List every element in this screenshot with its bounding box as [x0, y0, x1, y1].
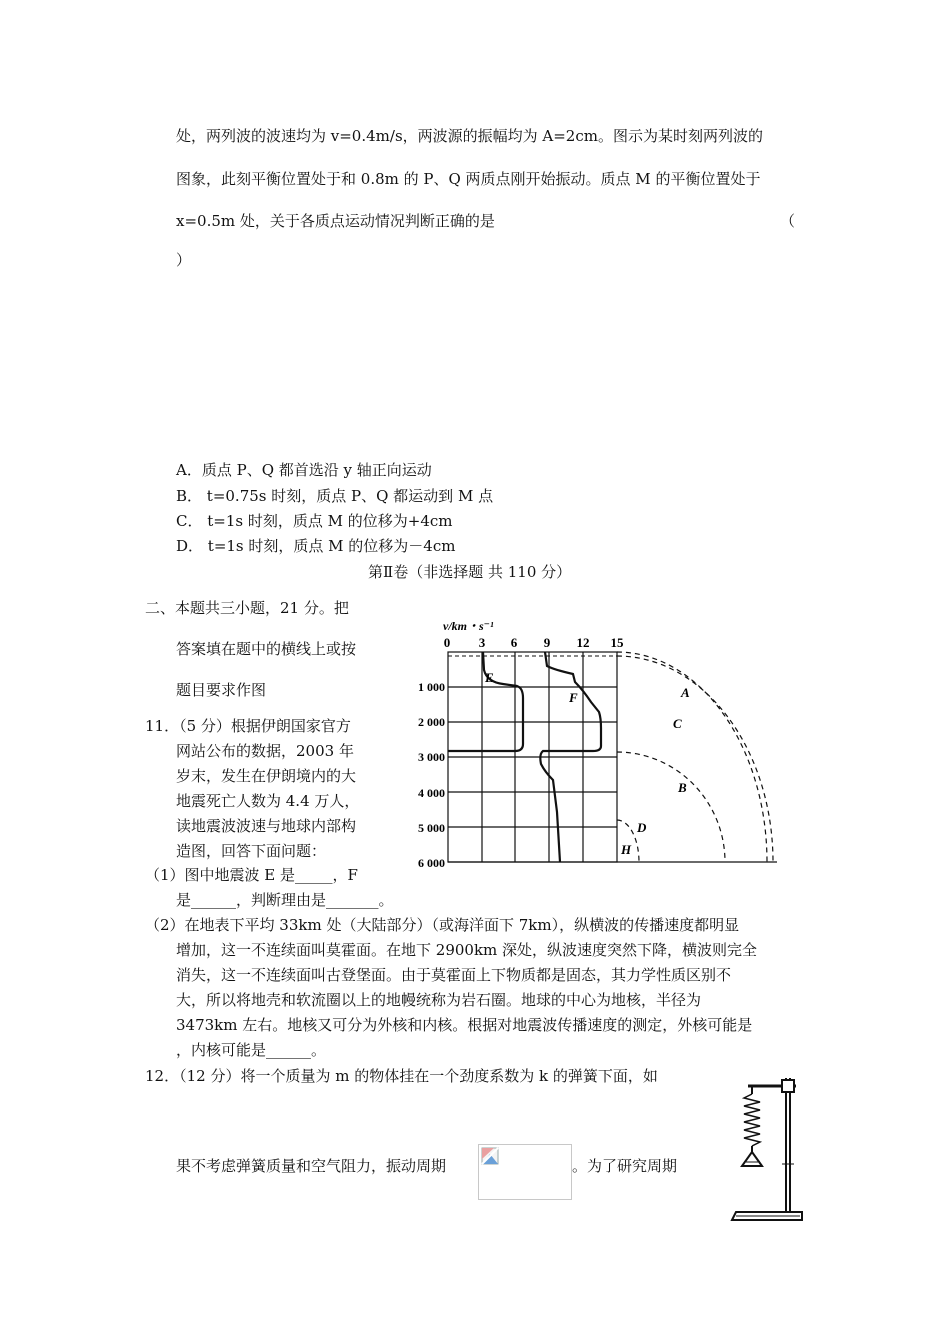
option-a: A．质点 P、Q 都首选沿 y 轴正向运动	[176, 461, 432, 479]
q11-sub2-line-4: 大，所以将地壳和软流圈以上的地幔统称为岩石圈。地球的中心为地核，半径为	[176, 991, 702, 1009]
layer-label-b: B	[678, 780, 687, 795]
x-tick-3: 3	[478, 635, 486, 650]
q11-sub2-line-5: 3473km 左右。地核又可分为外核和内核。根据对地震波传播速度的测定，外核可能是	[176, 1016, 753, 1034]
layer-label-h: H	[621, 842, 632, 857]
y-tick-2000: 2 000	[418, 715, 445, 729]
broken-image-icon	[481, 1147, 499, 1165]
option-b: B． t=0.75s 时刻，质点 P、Q 都运动到 M 点	[176, 487, 494, 505]
y-tick-5000: 5 000	[418, 821, 445, 835]
answer-paren-close: ）	[176, 251, 192, 269]
q11-sub2-line-2: 增加，这一不连续面叫莫霍面。在地下 2900km 深处，纵波速度突然下降，横波则完全	[176, 941, 758, 959]
q12-line-1: 12．（12 分）将一个质量为 m 的物体挂在一个劲度系数为 k 的弹簧下面，如	[145, 1067, 658, 1085]
q11-sub1-a: （1）图中地震波 E 是_____，F	[145, 866, 358, 884]
velocity-axis-label: v/km・s⁻¹	[443, 619, 494, 633]
section-title: 第Ⅱ卷（非选择题 共 110 分）	[368, 563, 572, 581]
x-tick-15: 15	[610, 635, 624, 650]
x-tick-9: 9	[543, 635, 551, 650]
layer-label-d: D	[637, 820, 647, 835]
section2-line-1: 二、本题共三小题，21 分。把	[145, 599, 349, 617]
curve-e	[448, 652, 523, 751]
q11-line-3: 岁末，发生在伊朗境内的大	[176, 767, 357, 785]
y-tick-6000: 6 000	[418, 856, 445, 870]
intro-line-2: 图象，此刻平衡位置处于和 0.8m 的 P、Q 两质点刚开始振动。质点 M 的平衡位置处于	[176, 170, 761, 188]
q11-sub1-b: 是______，判断理由是_______。	[176, 891, 394, 909]
q11-line-4: 地震死亡人数为 4.4 万人，	[176, 792, 360, 810]
x-tick-0: 0	[443, 635, 451, 650]
q12-line-2b: 。为了研究周期	[572, 1157, 678, 1175]
intro-line-3: x=0.5m 处，关于各质点运动情况判断正确的是	[176, 212, 495, 230]
q11-sub2-line-1: （2）在地表下平均 33km 处（大陆部分）（或海洋面下 7km），纵横波的传播速度都明显	[145, 916, 740, 934]
spring-stand-figure	[724, 1072, 804, 1222]
section2-line-3: 题目要求作图	[176, 681, 267, 699]
q11-line-6: 造图，回答下面问题：	[176, 842, 327, 860]
y-tick-1000: 1 000	[418, 680, 445, 694]
y-tick-3000: 3 000	[418, 750, 445, 764]
q11-line-2: 网站公布的数据，2003 年	[176, 742, 354, 760]
option-c: C． t=1s 时刻，质点 M 的位移为+4cm	[176, 512, 453, 530]
curve-label-e: E	[485, 670, 494, 685]
layer-label-a: A	[681, 685, 690, 700]
option-d: D． t=1s 时刻，质点 M 的位移为－4cm	[176, 537, 456, 555]
q11-line-1: 11．（5 分）根据伊朗国家官方	[145, 717, 351, 735]
x-tick-6: 6	[510, 635, 518, 650]
seismic-wave-figure	[405, 612, 785, 870]
q12-line-2a: 果不考虑弹簧质量和空气阻力，振动周期	[176, 1157, 447, 1175]
q11-line-5: 读地震波波速与地球内部构	[176, 817, 357, 835]
q11-sub2-line-6: ，内核可能是______。	[176, 1041, 327, 1059]
y-tick-4000: 4 000	[418, 786, 445, 800]
intro-line-1: 处，两列波的波速均为 v=0.4m/s，两波源的振幅均为 A=2cm。图示为某时刻两列波的	[176, 127, 763, 145]
x-tick-12: 12	[576, 635, 590, 650]
answer-paren-open: （	[780, 212, 796, 230]
q11-sub2-line-3: 消失，这一不连续面叫古登堡面。由于莫霍面上下物质都是固态，其力学性质区别不	[176, 966, 732, 984]
section2-line-2: 答案填在题中的横线上或按	[176, 640, 357, 658]
broken-image-placeholder	[478, 1144, 572, 1200]
layer-label-c: C	[673, 716, 682, 731]
curve-label-f: F	[569, 690, 578, 705]
